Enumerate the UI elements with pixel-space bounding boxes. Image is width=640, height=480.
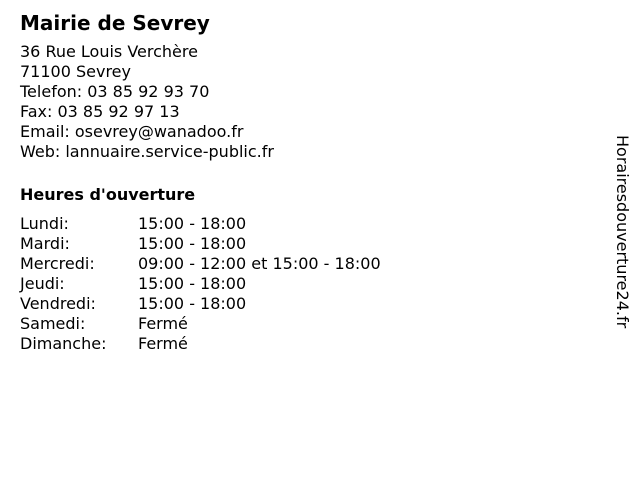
hours-row-sunday — [20, 334, 590, 354]
site-watermark: Horairesdouverture24.fr — [613, 135, 632, 329]
day-hours: 15:00 - 18:00 — [138, 214, 247, 233]
office-name: Mairie de Sevrey — [20, 11, 210, 35]
day-hours: 15:00 - 18:00 — [138, 234, 247, 253]
contact-info — [20, 42, 590, 162]
opening-hours-table — [20, 214, 590, 354]
web-line: Web: lannuaire.service-public.fr — [20, 142, 274, 161]
day-hours: 15:00 - 18:00 — [138, 274, 247, 293]
day-label: Mercredi: — [20, 254, 95, 273]
day-label: Mardi: — [20, 234, 70, 253]
hours-row-tuesday — [20, 234, 590, 254]
opening-hours-heading: Heures d'ouverture — [20, 185, 196, 204]
hours-row-friday — [20, 294, 590, 314]
phone-line: Telefon: 03 85 92 93 70 — [20, 82, 210, 101]
day-label: Samedi: — [20, 314, 86, 333]
office-card — [20, 10, 590, 354]
day-label: Lundi: — [20, 214, 69, 233]
day-hours: Fermé — [138, 334, 188, 353]
email-line: Email: osevrey@wanadoo.fr — [20, 122, 244, 141]
day-hours: Fermé — [138, 314, 188, 333]
postal-city: 71100 Sevrey — [20, 62, 131, 81]
hours-row-wednesday — [20, 254, 590, 274]
fax-line: Fax: 03 85 92 97 13 — [20, 102, 180, 121]
street-address: 36 Rue Louis Verchère — [20, 42, 198, 61]
hours-row-saturday — [20, 314, 590, 334]
hours-row-monday — [20, 214, 590, 234]
day-label: Dimanche: — [20, 334, 107, 353]
day-label: Vendredi: — [20, 294, 96, 313]
hours-row-thursday — [20, 274, 590, 294]
day-hours: 15:00 - 18:00 — [138, 294, 247, 313]
day-hours: 09:00 - 12:00 et 15:00 - 18:00 — [138, 254, 381, 273]
day-label: Jeudi: — [20, 274, 65, 293]
